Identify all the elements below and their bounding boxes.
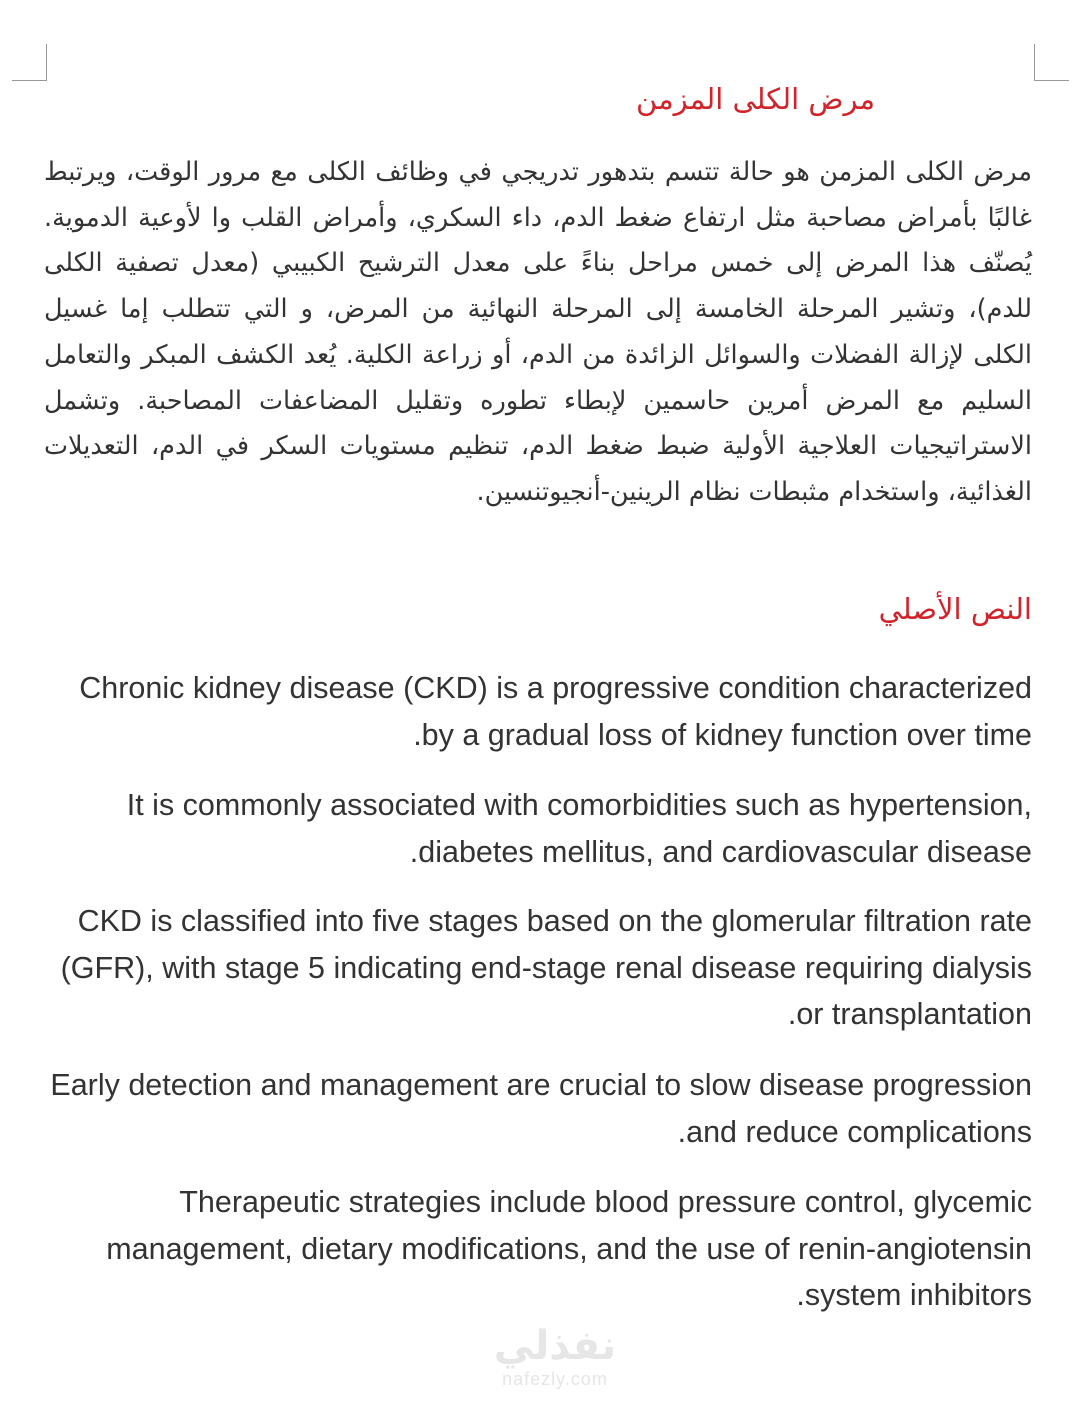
english-paragraph: Chronic kidney disease (CKD) is a progressive condition characterized by a gradual loss of kidney function over time.: [79, 671, 1032, 752]
watermark-logo-text: نفذلي: [493, 1323, 617, 1369]
crop-mark-top-left: [12, 44, 47, 81]
nafezly-watermark: [470, 1324, 640, 1390]
english-paragraph: CKD is classified into five stages based on the glomerular filtration rate (GFR), with stage 5 indicating end-stage renal disease requiring dialysis or transplantation.: [60, 904, 1032, 1032]
english-paragraph: Therapeutic strategies include blood pressure control, glycemic management, dietary modifications, and the use of renin-angiotensin system inhibitors.: [106, 1185, 1032, 1313]
english-paragraph: Early detection and management are crucial to slow disease progression and reduce complications.: [50, 1068, 1032, 1149]
arabic-heading: مرض الكلى المزمن: [636, 82, 875, 116]
watermark-domain: nafezly.com: [502, 1369, 608, 1389]
crop-mark-top-right: [1034, 44, 1069, 81]
english-paragraph: It is commonly associated with comorbidities such as hypertension, diabetes mellitus, and cardiovascular disease.: [126, 788, 1032, 869]
original-text-heading: النص الأصلي: [878, 592, 1032, 626]
arabic-paragraph: مرض الكلى المزمن هو حالة تتسم بتدهور تدريجي في وظائف الكلى مع مرور الوقت، ويرتبط غالبًا بأمراض مصاحبة مثل ارتفاع ضغط الدم، داء السكري، وأمراض القلب وا لأوعية الدموية. يُصنّف هذا المرض إلى خمس مراحل بناءً على معدل الترشيح الكبيبي (معدل تصفية الكلى للدم)، وتشير المرحلة الخامسة إلى المرحلة النهائية من المرض، و التي تتطلب إما غسيل الكلى لإزالة الفضلات والسوائل الزائدة من الدم، أو زراعة الكلية. يُعد الكشف المبكر والتعامل السليم مع المرض أمرين حاسمين لإبطاء تطوره وتقليل المضاعفات المصاحبة. وتشمل الاستراتيجيات العلاجية الأولية ضبط ضغط الدم، تنظيم مستويات السكر في الدم، التعديلات الغذائية، واستخدام مثبطات نظام الرينين-أنجيوتنسين.: [44, 157, 1032, 507]
